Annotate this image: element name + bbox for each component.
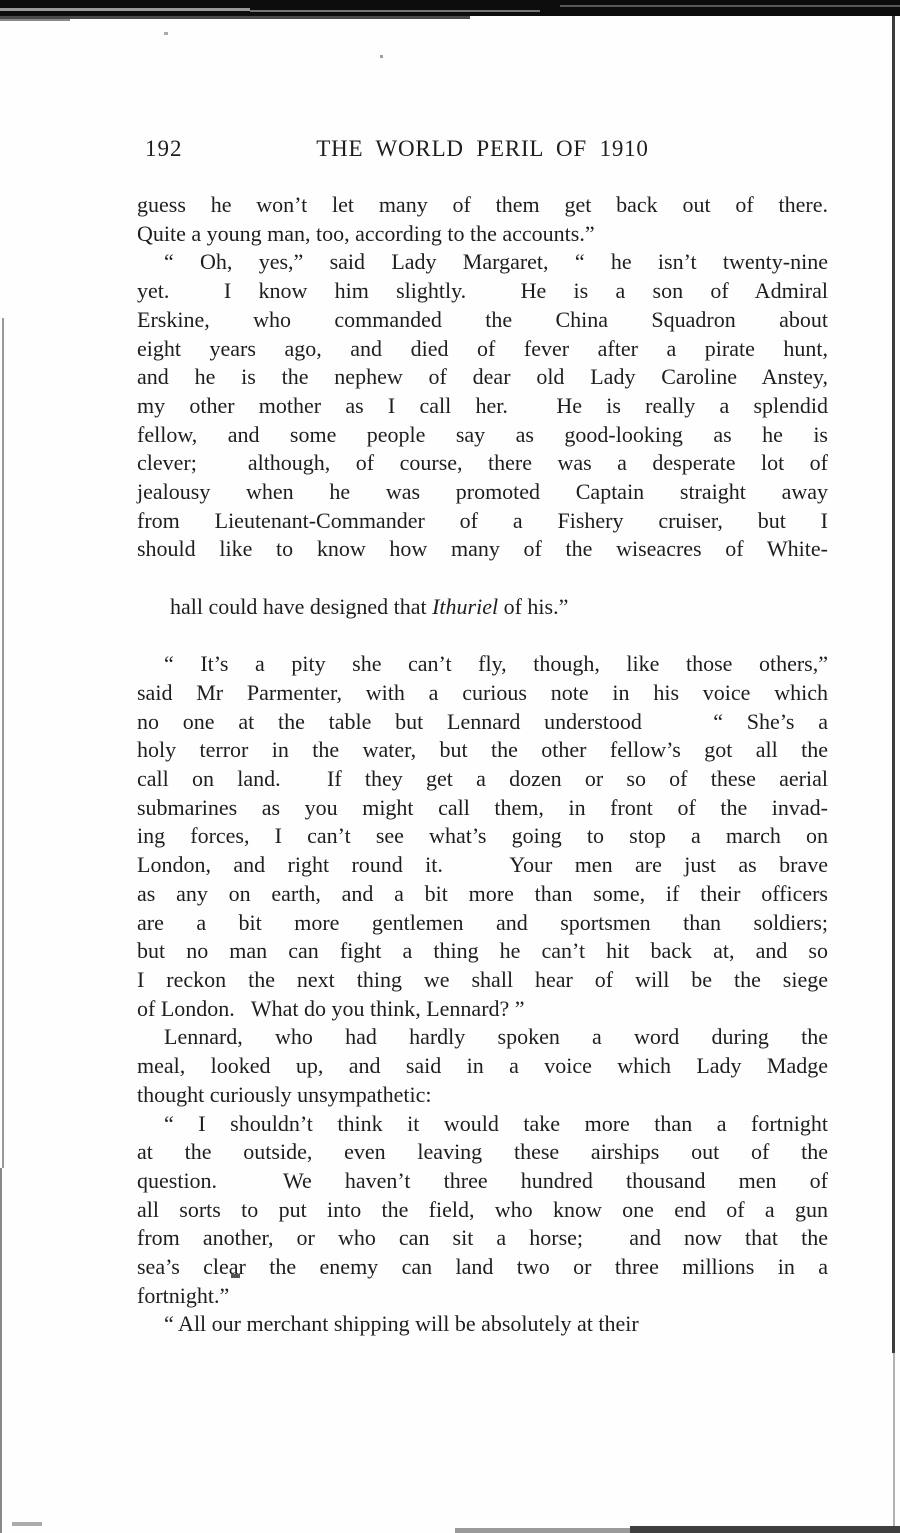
scan-artifact-bottom-strip [12,1522,42,1526]
text-line: London, and right round it. Your men are just as brave [137,852,828,878]
text-line: from another, or who can sit a horse; and now that the [137,1225,828,1251]
scan-artifact-streak [0,16,470,19]
scan-artifact-streak [250,10,540,12]
text-segment: of his.” [498,593,569,619]
text-line: as any on earth, and a bit more than some, if their officers [137,880,828,906]
text-line: guess he won’t let many of them get back out of there. [137,192,828,217]
scan-artifact-streak [0,19,70,21]
text-line: yet. I know him slightly. He is a son of Admiral [137,278,828,304]
text-line: fellow, and some people say as good-looking as he is [137,421,828,447]
text-line: thought curiously unsympathetic: [137,1081,432,1107]
text-line: “ All our merchant shipping will be absolutely at their [164,1311,639,1337]
scan-artifact-streak [560,5,900,7]
page-number: 192 [145,136,183,161]
text-line: Lennard, who had hardly spoken a word during the [164,1024,828,1050]
text-line: Erskine, who commanded the China Squadron about [137,306,828,332]
text-line: eight years ago, and died of fever after a pirate hunt, [137,335,828,361]
scan-artifact-bottom-strip [630,1526,900,1533]
text-line: “ I shouldn’t think it would take more than a fortnight [164,1110,828,1136]
text-line: are a bit more gentlemen and sportsmen than soldiers; [137,909,828,935]
text-line: and he is the nephew of dear old Lady Caroline Anstey, [137,364,828,390]
text-line: fortnight.” [137,1282,230,1308]
text-line: but no man can fight a thing he can’t hit back at, and so [137,938,828,964]
text-line: of London. What do you think, Lennard? ” [137,995,525,1021]
text-line: submarines as you might call them, in front of the invad- [137,794,828,820]
scan-artifact-speck [164,32,168,35]
page-text [137,191,828,1339]
text-line: ing forces, I can’t see what’s going to stop a march on [137,823,828,849]
page-header [137,136,828,166]
text-line [137,564,828,650]
text-line: Quite a young man, too, according to the accounts.” [137,220,595,246]
text-line: sea’s clear the enemy can land two or three millions in a [137,1254,828,1280]
scan-artifact-speck [380,55,383,58]
text-segment: hall could have designed that [170,593,433,619]
text-line: “ Oh, yes,” said Lady Margaret, “ he isn’t twenty-nine [164,249,828,275]
text-line: my other mother as I call her. He is really a splendid [137,392,828,418]
text-line: meal, looked up, and said in a voice which Lady Madge [137,1053,828,1079]
scan-artifact-right-edge [893,1353,895,1533]
text-line: question. We haven’t three hundred thousand men of [137,1167,828,1193]
text-line: from Lieutenant-Commander of a Fishery cruiser, but I [137,507,828,533]
text-line: “ It’s a pity she can’t fly, though, like those others,” [164,651,828,677]
scan-artifact-left-edge [0,1168,2,1533]
text-line: said Mr Parmenter, with a curious note in his voice which [137,679,828,705]
text-line: should like to know how many of the wiseacres of White- [137,536,828,562]
text-line: I reckon the next thing we shall hear of will be the siege [137,966,828,992]
text-line: all sorts to put into the field, who know one end of a gun [137,1196,828,1222]
scan-artifact-left-edge [2,318,4,1168]
text-line: jealousy when he was promoted Captain straight away [137,479,828,505]
text-line: holy terror in the water, but the other fellow’s got all the [137,737,828,763]
scan-artifact-right-edge [892,16,895,1353]
text-line: no one at the table but Lennard understood “ She’s a [137,708,828,734]
text-line: at the outside, even leaving these airships out of the [137,1139,828,1165]
scan-artifact-streak [0,8,250,11]
running-title: THE WORLD PERIL OF 1910 [316,136,649,161]
book-title-italic: Ithuriel [432,593,499,619]
scan-artifact-bottom-strip [455,1528,630,1533]
text-line: call on land. If they get a dozen or so of these aerial [137,766,828,792]
text-line: clever; although, of course, there was a desperate lot of [137,450,828,476]
